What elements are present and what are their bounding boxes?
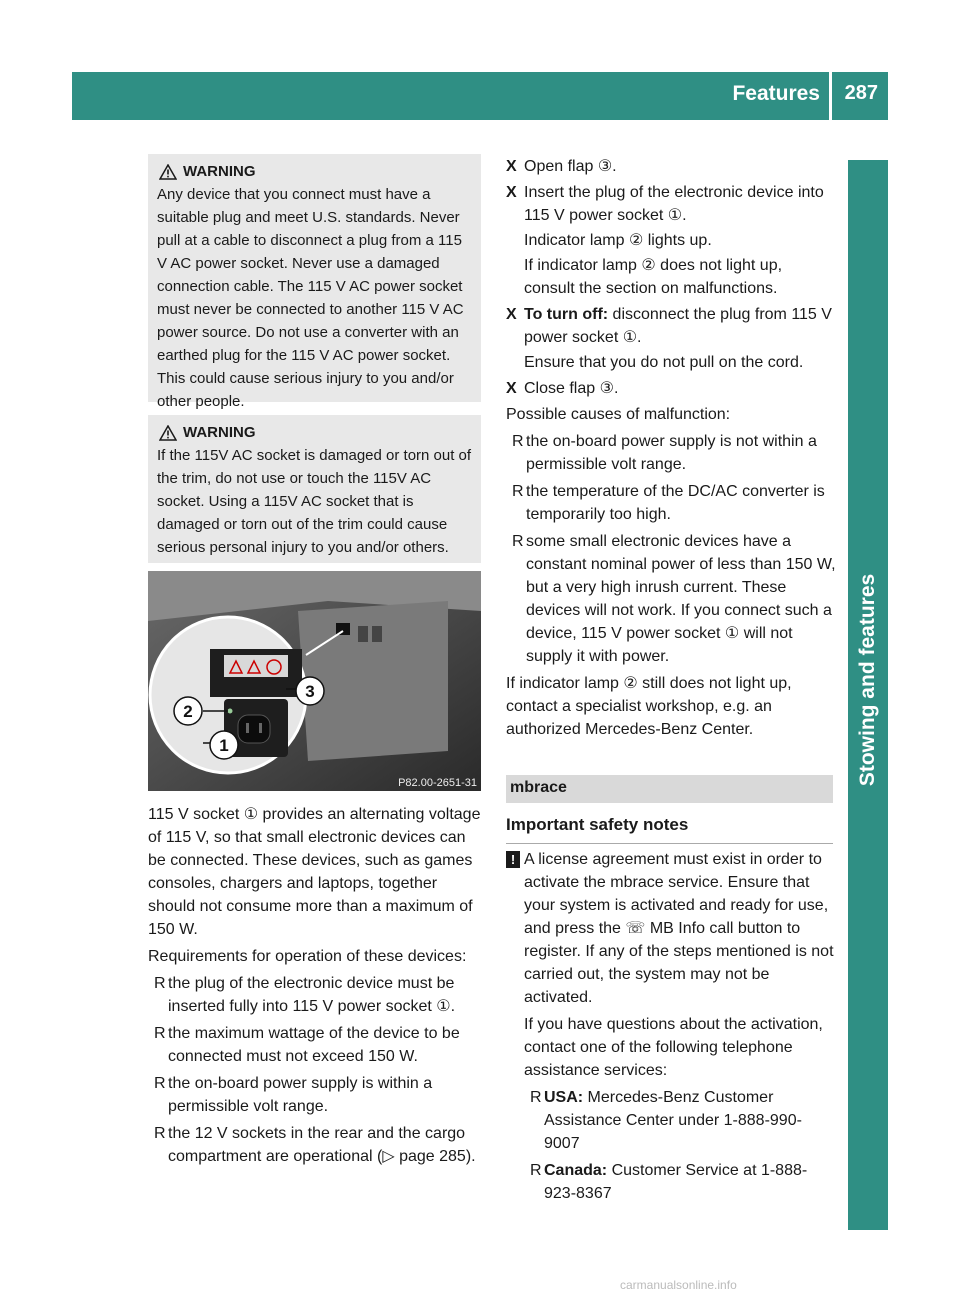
step-text: Insert the plug of the electronic device into 115 V power socket ①. [524, 184, 824, 224]
list-item: R the maximum wattage of the device to be connected must not exceed 150 W. [154, 1025, 460, 1065]
socket-illustration [148, 571, 481, 791]
note-block [506, 848, 836, 1205]
instruction-step [506, 155, 836, 178]
warning-text-2: If the 115V AC socket is damaged or torn out of the trim, do not use or touch the 115V AC socket. Using a 115V AC socket that is damaged or torn out of the trim could cause serious personal injury to you and/or others. [157, 447, 472, 556]
warning-heading-2 [159, 421, 472, 444]
step-lead: To turn off: [524, 306, 609, 323]
section-title: mbrace [510, 779, 567, 796]
requirement-text: the on-board power supply is within a permissible volt range. [168, 1075, 433, 1115]
side-tab-label: Stowing and features [856, 573, 879, 787]
cause-text: the on-board power supply is not within a permissible volt range. [526, 433, 817, 473]
contact-text: Customer Service at 1-888-923-8367 [544, 1162, 808, 1202]
step-subtext: If indicator lamp ② does not light up, consult the section on malfunctions. [524, 257, 783, 297]
svg-text:1: 1 [219, 736, 229, 755]
step-marker-icon: X [506, 184, 517, 201]
note-text-2: If you have questions about the activation, contact one of the following telephone assistance services: [524, 1016, 823, 1079]
step-marker-icon: X [506, 158, 517, 175]
list-item: R the on-board power supply is not within a permissible volt range. [512, 433, 817, 473]
step-marker-icon: X [506, 306, 517, 323]
cause-text: some small electronic devices have a constant nominal power of less than 150 W, but a very high inrush current. These devices will not work. If you connect such a device, 115 V power socket ① will not supply it with power. [526, 533, 836, 665]
page-number: 287 [844, 82, 878, 104]
svg-text:3: 3 [305, 682, 315, 701]
svg-text:2: 2 [183, 702, 193, 721]
warning-box-1 [148, 154, 481, 410]
list-item: R the 12 V sockets in the rear and the cargo compartment are operational (▷ page 285). [154, 1125, 476, 1165]
intro-paragraph: 115 V socket ① provides an alternating voltage of 115 V, so that small electronic devices can be connected. These devices, such as games consoles, chargers and laptops, together should not consume more than a maximum of 150 W. [148, 806, 481, 938]
warning-triangle-icon [159, 164, 177, 180]
causes-heading: Possible causes of malfunction: [506, 406, 731, 423]
photo-code: P82.00-2651-31 [398, 777, 477, 789]
footer-watermark: carmanualsonline.info [620, 1278, 737, 1292]
header-title: Features [732, 82, 820, 105]
warning-text-1: Any device that you connect must have a suitable plug and meet U.S. standards. Never pull at a cable to disconnect a plug from a 115 V AC power socket. Never use a damaged connection cable. The 115 V AC power socket must never be connected to another 115 V AC power source. Do not use a converter with an earthed plug for the 115 V AC power socket. This could cause serious injury to you and/or other people. [157, 186, 464, 410]
mbrace-notes [506, 848, 836, 1209]
list-item: R some small electronic devices have a constant nominal power of less than 150 W, but a very high inrush current. These devices will not work. If you connect such a device, 115 V power socket ① will not supply it with power. [512, 533, 836, 665]
list-item: R USA: Mercedes-Benz Customer Assistance Center under 1-888-990-9007 [530, 1089, 802, 1152]
requirement-text: the plug of the electronic device must be inserted fully into 115 V power socket ①. [168, 975, 456, 1015]
socket-photo [148, 571, 481, 791]
left-column [148, 803, 481, 1172]
instruction-step [506, 181, 836, 300]
list-item: R the on-board power supply is within a permissible volt range. [154, 1075, 433, 1115]
note-text: A license agreement must exist in order to activate the mbrace service. Ensure that your system is activated and ready for use, and press the ☏ MB Info call button to register. If any of the steps mentioned is not carried out, the system may not be activated. [524, 851, 834, 1006]
warning-box-2 [148, 415, 481, 563]
cause-text: the temperature of the DC/AC converter is temporarily too high. [526, 483, 825, 523]
warning-heading-1 [159, 160, 472, 183]
header-divider [829, 72, 832, 120]
subheading: Important safety notes [506, 815, 833, 844]
requirements-heading: Requirements for operation of these devices: [148, 948, 467, 965]
step-marker-icon: X [506, 380, 517, 397]
right-column [506, 155, 836, 745]
instruction-step [506, 303, 836, 374]
side-tab-label-wrap [853, 573, 883, 787]
list-item: R Canada: Customer Service at 1-888-923-8367 [530, 1162, 808, 1202]
warning-label-2: WARNING [183, 424, 256, 441]
contact-text: Mercedes-Benz Customer Assistance Center under 1-888-990-9007 [544, 1089, 802, 1152]
contact-lead: Canada: [544, 1162, 608, 1179]
contact-lead: USA: [544, 1089, 584, 1106]
note-exclamation-icon: ! [506, 851, 520, 868]
step-text: Close flap ③. [524, 380, 619, 397]
warning-label-1: WARNING [183, 163, 256, 180]
list-item: R the plug of the electronic device must be inserted fully into 115 V power socket ①. [154, 975, 456, 1015]
warning-triangle-icon [159, 425, 177, 441]
step-text: disconnect the plug from 115 V power socket ①. [524, 306, 832, 346]
closing-paragraph: If indicator lamp ② still does not light up, contact a specialist workshop, e.g. an authorized Mercedes-Benz Center. [506, 675, 792, 738]
step-subtext: Indicator lamp ② lights up. [524, 232, 712, 249]
instruction-step [506, 377, 836, 400]
page-header [72, 72, 888, 120]
requirement-text: the maximum wattage of the device to be connected must not exceed 150 W. [168, 1025, 460, 1065]
step-text: Open flap ③. [524, 158, 617, 175]
section-bar [506, 775, 833, 803]
step-subtext: Ensure that you do not pull on the cord. [524, 354, 804, 371]
list-item: R the temperature of the DC/AC converter is temporarily too high. [512, 483, 825, 523]
page-reference-link[interactable]: the 12 V sockets in the rear and the cargo compartment are operational (▷ page 285). [168, 1125, 476, 1165]
